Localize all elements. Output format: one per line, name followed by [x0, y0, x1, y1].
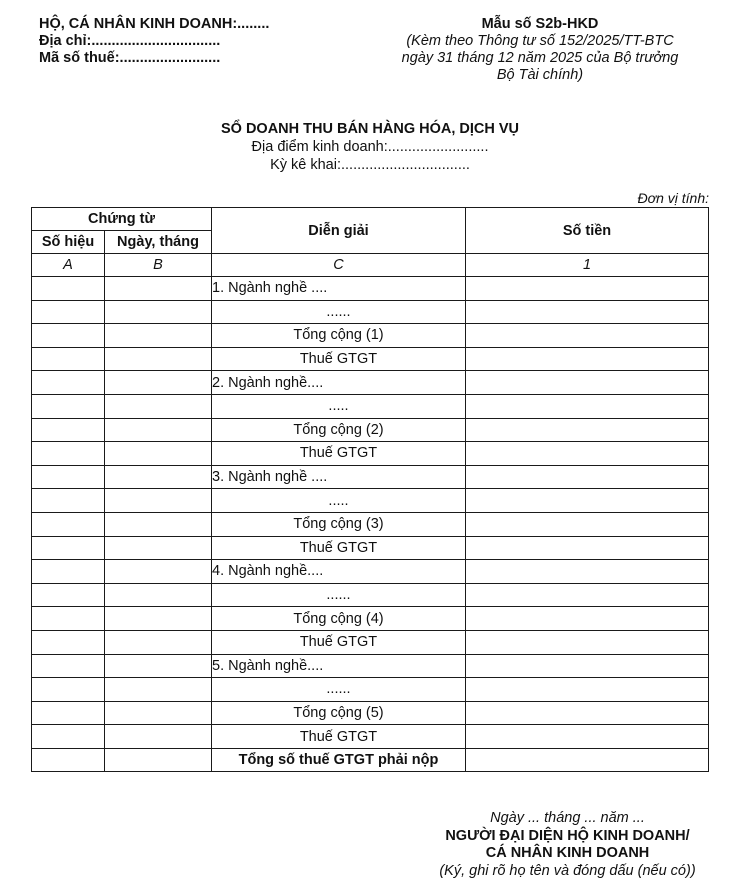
table-row — [32, 300, 709, 324]
column-index-b: B — [105, 254, 212, 277]
column-index-c: C — [212, 254, 466, 277]
description-cell: 4. Ngành nghề.... — [212, 560, 466, 584]
table-row — [32, 560, 709, 584]
form-number: Mẫu số S2b-HKD — [481, 16, 599, 32]
business-name-field: HỘ, CÁ NHÂN KINH DOANH:........ — [39, 16, 270, 32]
voucher-date-cell[interactable] — [105, 654, 212, 678]
table-row — [32, 324, 709, 348]
voucher-date-cell[interactable] — [105, 489, 212, 513]
column-index-1: 1 — [466, 254, 709, 277]
description-cell: Tổng cộng (5) — [212, 701, 466, 725]
voucher-no-cell[interactable] — [32, 607, 105, 631]
table-row — [32, 418, 709, 442]
header-amount: Số tiền — [466, 208, 709, 254]
voucher-date-cell[interactable] — [105, 536, 212, 560]
description-cell: Tổng cộng (4) — [212, 607, 466, 631]
voucher-no-cell[interactable] — [32, 300, 105, 324]
amount-cell[interactable] — [466, 324, 709, 348]
amount-cell[interactable] — [466, 442, 709, 466]
amount-cell[interactable] — [466, 489, 709, 513]
table-row — [32, 489, 709, 513]
voucher-no-cell[interactable] — [32, 536, 105, 560]
amount-cell[interactable] — [466, 536, 709, 560]
ledger-body — [32, 277, 709, 772]
amount-cell[interactable] — [466, 347, 709, 371]
voucher-date-cell[interactable] — [105, 324, 212, 348]
signature-instruction: (Ký, ghi rõ họ tên và đóng dấu (nếu có)) — [439, 862, 696, 879]
description-cell: 5. Ngành nghề.... — [212, 654, 466, 678]
table-row — [32, 512, 709, 536]
voucher-no-cell[interactable] — [32, 277, 105, 301]
table-row — [32, 725, 709, 749]
voucher-no-cell[interactable] — [32, 512, 105, 536]
description-cell: 1. Ngành nghề .... — [212, 277, 466, 301]
amount-cell[interactable] — [466, 300, 709, 324]
description-cell: Thuế GTGT — [212, 725, 466, 749]
table-row — [32, 607, 709, 631]
amount-cell[interactable] — [466, 418, 709, 442]
voucher-date-cell[interactable] — [105, 630, 212, 654]
description-cell: Thuế GTGT — [212, 536, 466, 560]
description-cell: ..... — [212, 489, 466, 513]
table-row — [32, 748, 709, 772]
voucher-date-cell[interactable] — [105, 347, 212, 371]
table-row — [32, 536, 709, 560]
description-cell: ..... — [212, 394, 466, 418]
description-cell: Thuế GTGT — [212, 347, 466, 371]
table-row — [32, 583, 709, 607]
tax-code-field: Mã số thuế:......................... — [39, 50, 221, 66]
description-cell: Thuế GTGT — [212, 442, 466, 466]
amount-cell[interactable] — [466, 748, 709, 772]
description-cell: Thuế GTGT — [212, 630, 466, 654]
revenue-ledger-table — [31, 207, 709, 772]
voucher-no-cell[interactable] — [32, 560, 105, 584]
amount-cell[interactable] — [466, 583, 709, 607]
voucher-date-cell[interactable] — [105, 371, 212, 395]
table-row — [32, 442, 709, 466]
voucher-no-cell[interactable] — [32, 678, 105, 702]
voucher-no-cell[interactable] — [32, 371, 105, 395]
voucher-date-cell[interactable] — [105, 583, 212, 607]
business-info — [39, 16, 269, 67]
voucher-no-cell[interactable] — [32, 725, 105, 749]
circular-ref-line2: ngày 31 tháng 12 năm 2025 của Bộ trưởng — [401, 50, 679, 66]
voucher-no-cell[interactable] — [32, 394, 105, 418]
page-title: SỔ DOANH THU BÁN HÀNG HÓA, DỊCH VỤ — [220, 121, 520, 137]
description-cell: 3. Ngành nghề .... — [212, 465, 466, 489]
amount-cell[interactable] — [466, 630, 709, 654]
voucher-date-cell[interactable] — [105, 678, 212, 702]
voucher-no-cell[interactable] — [32, 630, 105, 654]
table-row — [32, 394, 709, 418]
description-cell: ...... — [212, 300, 466, 324]
amount-cell[interactable] — [466, 277, 709, 301]
voucher-no-cell[interactable] — [32, 748, 105, 772]
header-row-top — [32, 208, 709, 231]
voucher-date-cell[interactable] — [105, 442, 212, 466]
table-row — [32, 654, 709, 678]
description-cell: ...... — [212, 678, 466, 702]
header-voucher-date: Ngày, tháng — [105, 231, 212, 254]
voucher-no-cell[interactable] — [32, 347, 105, 371]
ledger-title-block — [170, 120, 570, 174]
voucher-no-cell[interactable] — [32, 324, 105, 348]
voucher-date-cell[interactable] — [105, 725, 212, 749]
table-row — [32, 277, 709, 301]
header-voucher-no: Số hiệu — [32, 231, 105, 254]
voucher-date-cell[interactable] — [105, 512, 212, 536]
amount-cell[interactable] — [466, 394, 709, 418]
voucher-no-cell[interactable] — [32, 442, 105, 466]
circular-ref-line3: Bộ Tài chính) — [496, 67, 584, 83]
voucher-date-cell[interactable] — [105, 394, 212, 418]
header-description: Diễn giải — [212, 208, 466, 254]
table-row — [32, 371, 709, 395]
table-row — [32, 701, 709, 725]
voucher-date-cell[interactable] — [105, 748, 212, 772]
amount-cell[interactable] — [466, 371, 709, 395]
column-index-a: A — [32, 254, 105, 277]
description-cell: Tổng số thuế GTGT phải nộp — [212, 748, 466, 772]
table-row — [32, 678, 709, 702]
amount-cell[interactable] — [466, 465, 709, 489]
voucher-date-cell[interactable] — [105, 701, 212, 725]
description-cell: Tổng cộng (2) — [212, 418, 466, 442]
voucher-no-cell[interactable] — [32, 489, 105, 513]
amount-cell[interactable] — [466, 512, 709, 536]
voucher-date-cell[interactable] — [105, 300, 212, 324]
table-row — [32, 465, 709, 489]
voucher-date-cell[interactable] — [105, 465, 212, 489]
amount-cell[interactable] — [466, 654, 709, 678]
header-voucher-group: Chứng từ — [32, 208, 212, 231]
voucher-date-cell[interactable] — [105, 418, 212, 442]
amount-cell[interactable] — [466, 725, 709, 749]
description-cell: Tổng cộng (3) — [212, 512, 466, 536]
description-cell: 2. Ngành nghề.... — [212, 371, 466, 395]
voucher-no-cell[interactable] — [32, 701, 105, 725]
table-row — [32, 630, 709, 654]
voucher-date-cell[interactable] — [105, 277, 212, 301]
description-cell: ...... — [212, 583, 466, 607]
signature-date-line: Ngày ... tháng ... năm ... — [490, 810, 645, 826]
amount-cell[interactable] — [466, 701, 709, 725]
description-cell: Tổng cộng (1) — [212, 324, 466, 348]
table-row — [32, 347, 709, 371]
unit-label: Đơn vị tính: — [637, 190, 709, 206]
voucher-no-cell[interactable] — [32, 583, 105, 607]
signer-role-line2: CÁ NHÂN KINH DOANH — [485, 845, 650, 861]
circular-ref-line1: (Kèm theo Thông tư số 152/2025/TT-BTC — [406, 33, 674, 49]
amount-cell[interactable] — [466, 560, 709, 584]
signer-role-line1: NGƯỜI ĐẠI DIỆN HỘ KINH DOANH/ — [445, 827, 690, 844]
voucher-date-cell[interactable] — [105, 560, 212, 584]
business-location-field: Địa điểm kinh doanh:......................... — [251, 139, 489, 155]
declaration-period-field: Kỳ kê khai:................................ — [270, 157, 470, 173]
address-field: Địa chỉ:................................ — [39, 33, 221, 49]
voucher-no-cell[interactable] — [32, 465, 105, 489]
amount-cell[interactable] — [466, 607, 709, 631]
form-reference — [380, 16, 700, 84]
signature-block — [395, 810, 740, 880]
voucher-no-cell[interactable] — [32, 654, 105, 678]
column-index-row — [32, 254, 709, 277]
voucher-date-cell[interactable] — [105, 607, 212, 631]
voucher-no-cell[interactable] — [32, 418, 105, 442]
amount-cell[interactable] — [466, 678, 709, 702]
